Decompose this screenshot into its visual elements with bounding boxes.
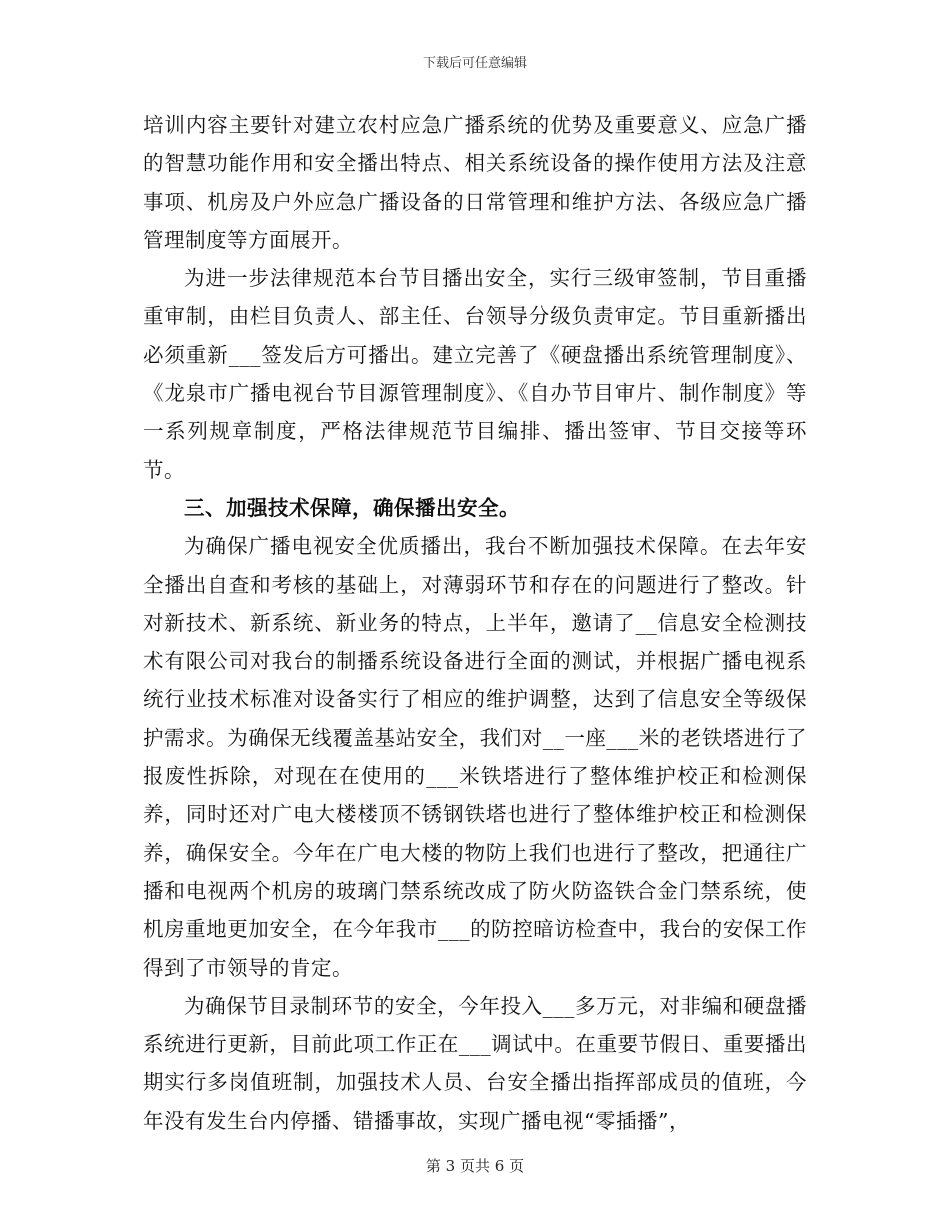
paragraph-tech-support: 为确保广播电视安全优质播出，我台不断加强技术保障。在去年安全播出自查和考核的基础上，对薄弱环节和存在的问题进行了整改。针对新技术、新系统、新业务的特点，上半年，邀请了__信息安全检测技术有限公司对我台的制播系统设备进行全面的测试，并根据广播电视系统行业技术标准对设备实行了相应的维护调整，达到了信息安全等级保护需求。为确保无线覆盖基站安全，我们对__一座___米的老铁塔进行了报废性拆除，对现在在使用的___米铁塔进行了整体维护校正和检测保养，同时还对广电大楼楼顶不锈钢铁塔也进行了整体维护校正和检测保养，确保安全。今年在广电大楼的物防上我们也进行了整改，把通往广播和电视两个机房的玻璃门禁系统改成了防火防盗铁合金门禁系统，使机房重地更加安全，在今年我市___的防控暗访检查中，我台的安保工作得到了市领导的肯定。	[143, 534, 807, 980]
document-body	[143, 106, 807, 1140]
page-header-note: 下载后可任意编辑	[422, 56, 527, 71]
paragraph-recording-safety: 为确保节目录制环节的安全，今年投入___多万元，对非编和硬盘播系统进行更新，目前此项工作正在___调试中。在重要节假日、重要播出期实行多岗值班制，加强技术人员、台安全播出指挥部成员的值班，今年没有发生台内停播、错播事故，实现广播电视“零插播”，	[143, 993, 807, 1133]
paragraph-review-system: 为进一步法律规范本台节目播出安全，实行三级审签制，节目重播重审制，由栏目负责人、部主任、台领导分级负责审定。节目重新播出必须重新___签发后方可播出。建立完善了《硬盘播出系统管理制度》、《龙泉市广播电视台节目源管理制度》、《自办节目审片、制作制度》等一系列规章制度，严格法律规范节目编排、播出签审、节目交接等环节。	[143, 266, 807, 482]
paragraph-training: 培训内容主要针对建立农村应急广播系统的优势及重要意义、应急广播的智慧功能作用和安全播出特点、相关系统设备的操作使用方法及注意事项、机房及户外应急广播设备的日常管理和维护方法、各级应急广播管理制度等方面展开。	[143, 113, 807, 252]
page-number: 第 3 页共 6 页	[425, 1157, 525, 1175]
section-heading-tech: 三、加强技术保障，确保播出安全。	[184, 495, 520, 520]
